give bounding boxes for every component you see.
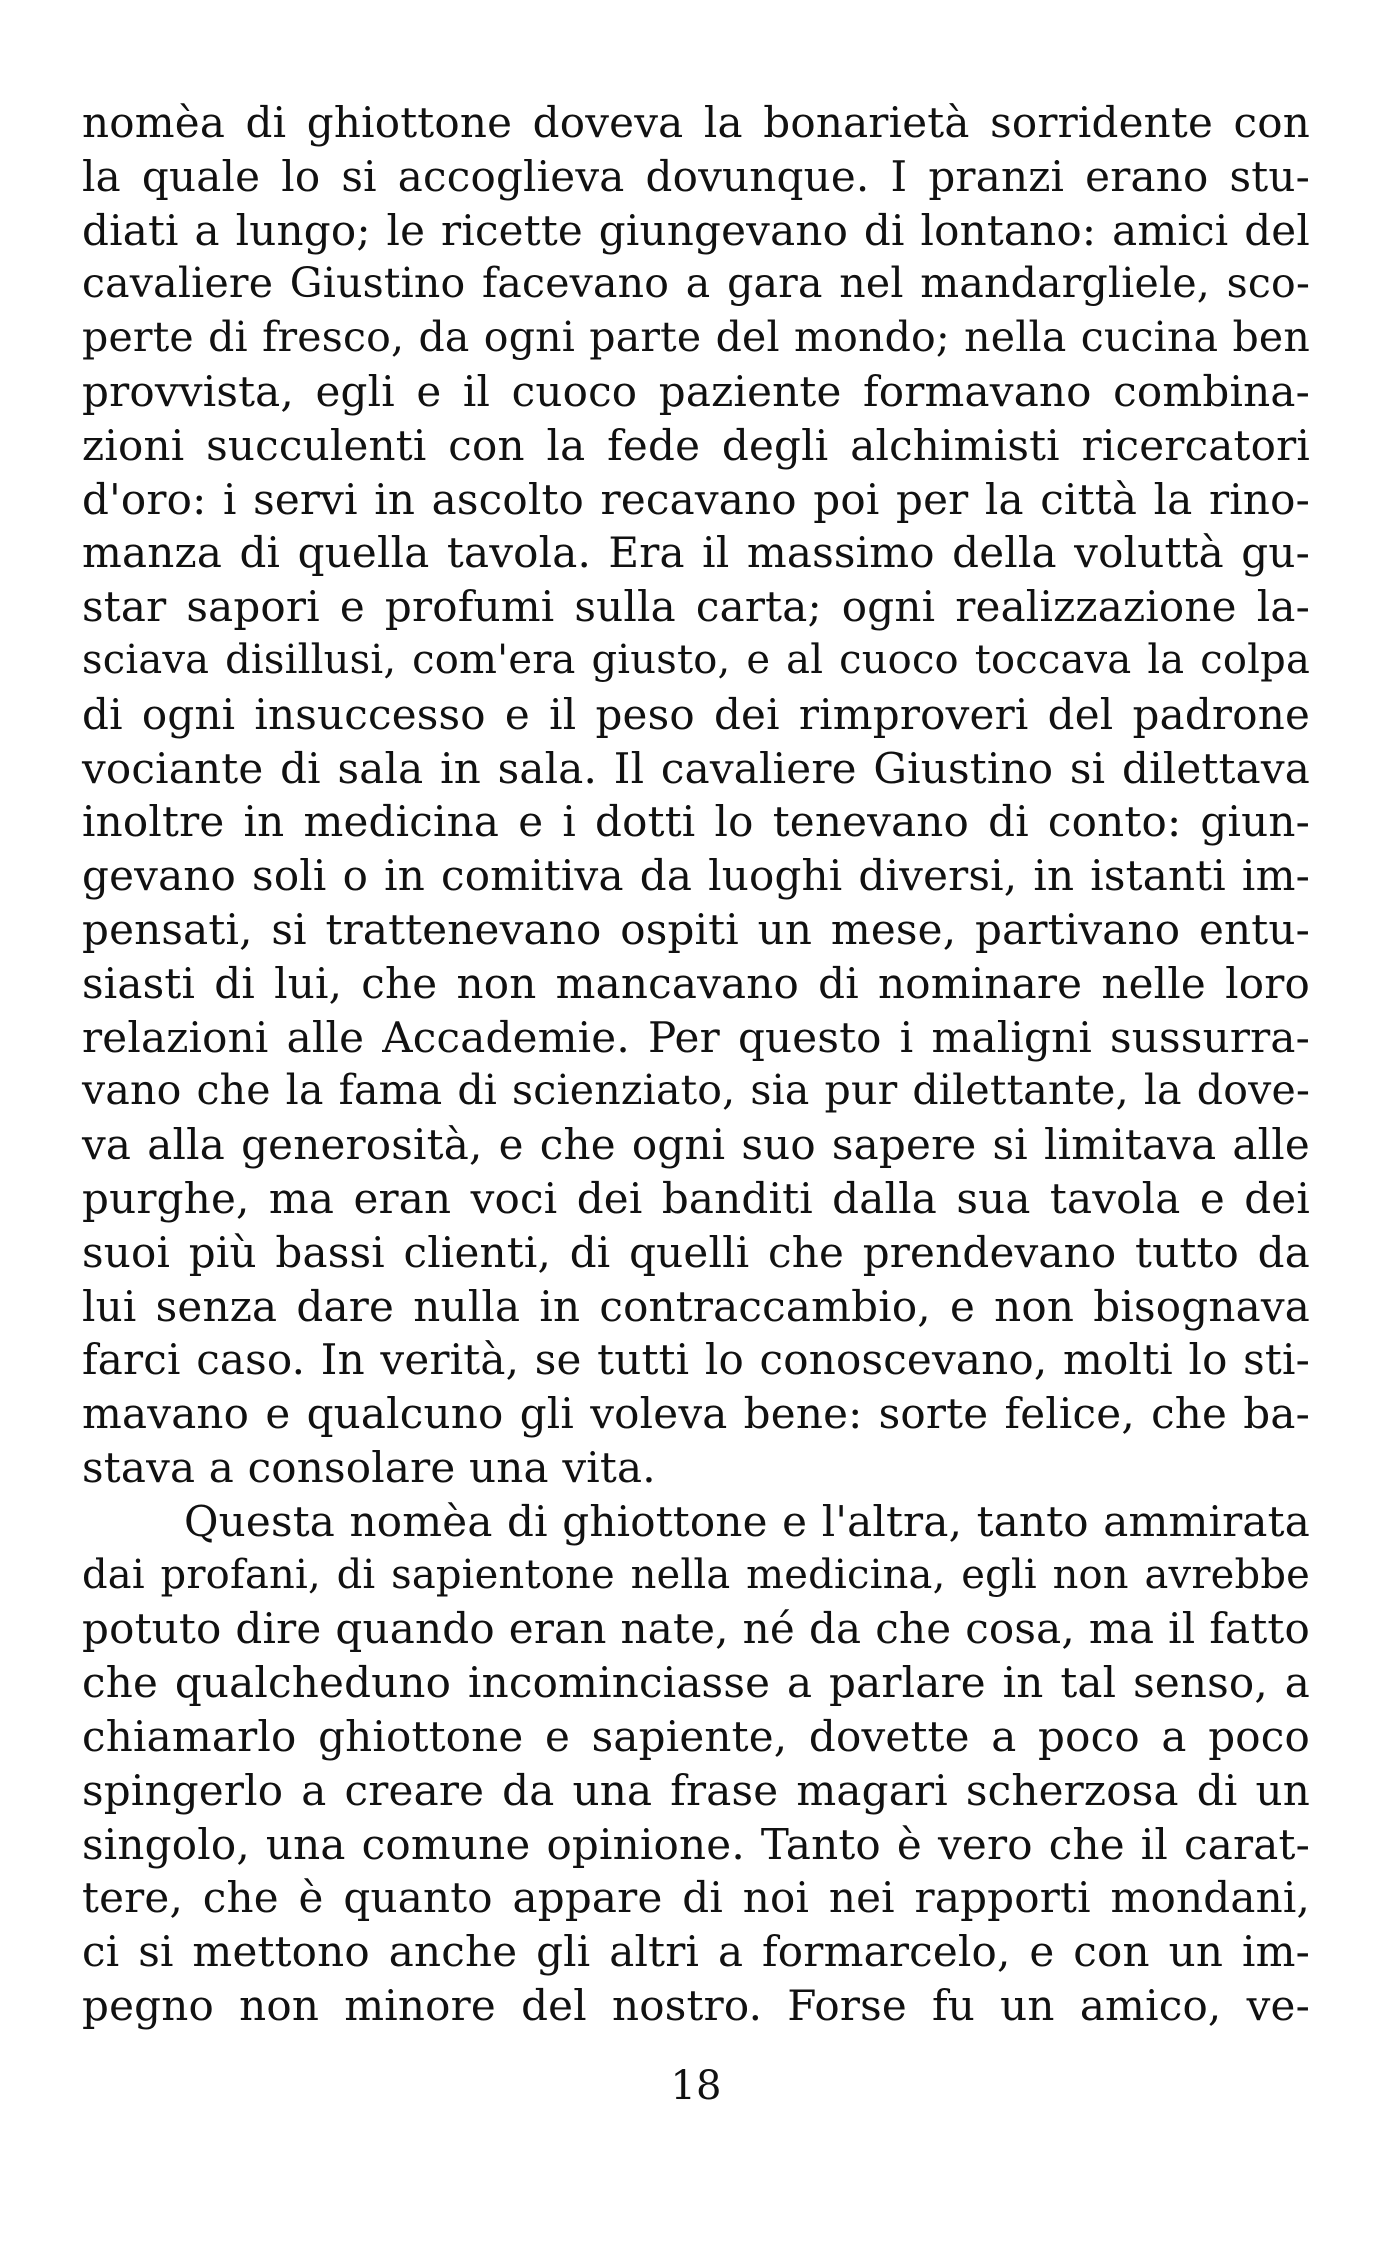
text-line: chiamarlo ghiottone e sapiente, dovette a poco a poco bbox=[82, 1711, 1310, 1761]
text-line: tere, che è quanto appare di noi nei rapporti mondani, bbox=[82, 1873, 1310, 1923]
text-line: pensati, si trattenevano ospiti un mese, partivano entu- bbox=[82, 904, 1310, 954]
text-line: diati a lungo; le ricette giungevano di lontano: amici del bbox=[82, 205, 1310, 255]
text-line: cavaliere Giustino facevano a gara nel mandargliele, sco- bbox=[82, 259, 1310, 308]
text-line: pegno non minore del nostro. Forse fu un amico, ve- bbox=[82, 1980, 1310, 2030]
text-line: star sapori e profumi sulla carta; ogni realizzazione la- bbox=[82, 582, 1310, 632]
text-line: vociante di sala in sala. Il cavaliere Giustino si dilettava bbox=[82, 743, 1310, 793]
text-line: farci caso. In verità, se tutti lo conoscevano, molti lo sti- bbox=[82, 1335, 1310, 1385]
text-line: la quale lo si accoglieva dovunque. I pranzi erano stu- bbox=[82, 151, 1310, 201]
text-line: zioni succulenti con la fede degli alchimisti ricercatori bbox=[82, 420, 1310, 470]
text-line: sciava disillusi, com'era giusto, e al cuoco toccava la colpa bbox=[82, 636, 1310, 683]
text-line: ci si mettono anche gli altri a formarcelo, e con un im- bbox=[82, 1927, 1310, 1977]
text-line: lui senza dare nulla in contraccambio, e non bisognava bbox=[82, 1281, 1310, 1331]
text-line: manza di quella tavola. Era il massimo della voluttà gu- bbox=[82, 528, 1310, 578]
text-line: che qualcheduno incominciasse a parlare in tal senso, a bbox=[82, 1658, 1310, 1708]
text-line: vano che la fama di scienziato, sia pur dilettante, la dove- bbox=[82, 1066, 1310, 1115]
text-line: va alla generosità, e che ogni suo sapere si limitava alle bbox=[82, 1120, 1310, 1170]
text-line: dai profani, di sapientone nella medicina, egli non avrebbe bbox=[82, 1551, 1310, 1598]
text-line: purghe, ma eran voci dei banditi dalla sua tavola e dei bbox=[82, 1173, 1310, 1223]
text-line: provvista, egli e il cuoco paziente formavano combina- bbox=[82, 366, 1310, 416]
text-line: stava a consolare una vita. bbox=[82, 1442, 656, 1492]
text-line: spingerlo a creare da una frase magari scherzosa di un bbox=[82, 1765, 1310, 1815]
text-line: singolo, una comune opinione. Tanto è vero che il carat- bbox=[82, 1819, 1310, 1869]
page-number: 18 bbox=[670, 2063, 722, 2109]
text-line: relazioni alle Accademie. Per questo i maligni sussurra- bbox=[82, 1012, 1310, 1062]
body-text bbox=[82, 96, 1310, 2033]
text-line: inoltre in medicina e i dotti lo tenevano di conto: giun- bbox=[82, 797, 1310, 847]
text-line: di ogni insuccesso e il peso dei rimproveri del padrone bbox=[82, 689, 1310, 739]
text-line: potuto dire quando eran nate, né da che cosa, ma il fatto bbox=[82, 1604, 1310, 1654]
text-line: Questa nomèa di ghiottone e l'altra, tanto ammirata bbox=[184, 1496, 1310, 1546]
text-line: d'oro: i servi in ascolto recavano poi per la città la rino- bbox=[82, 474, 1310, 524]
text-line: mavano e qualcuno gli voleva bene: sorte felice, che ba- bbox=[82, 1389, 1310, 1439]
text-line: gevano soli o in comitiva da luoghi diversi, in istanti im- bbox=[82, 851, 1310, 901]
text-line: nomèa di ghiottone doveva la bonarietà sorridente con bbox=[82, 98, 1310, 147]
text-line: suoi più bassi clienti, di quelli che prendevano tutto da bbox=[82, 1227, 1310, 1277]
text-line: siasti di lui, che non mancavano di nominare nelle loro bbox=[82, 958, 1310, 1008]
text-line: perte di fresco, da ogni parte del mondo; nella cucina ben bbox=[82, 313, 1310, 362]
